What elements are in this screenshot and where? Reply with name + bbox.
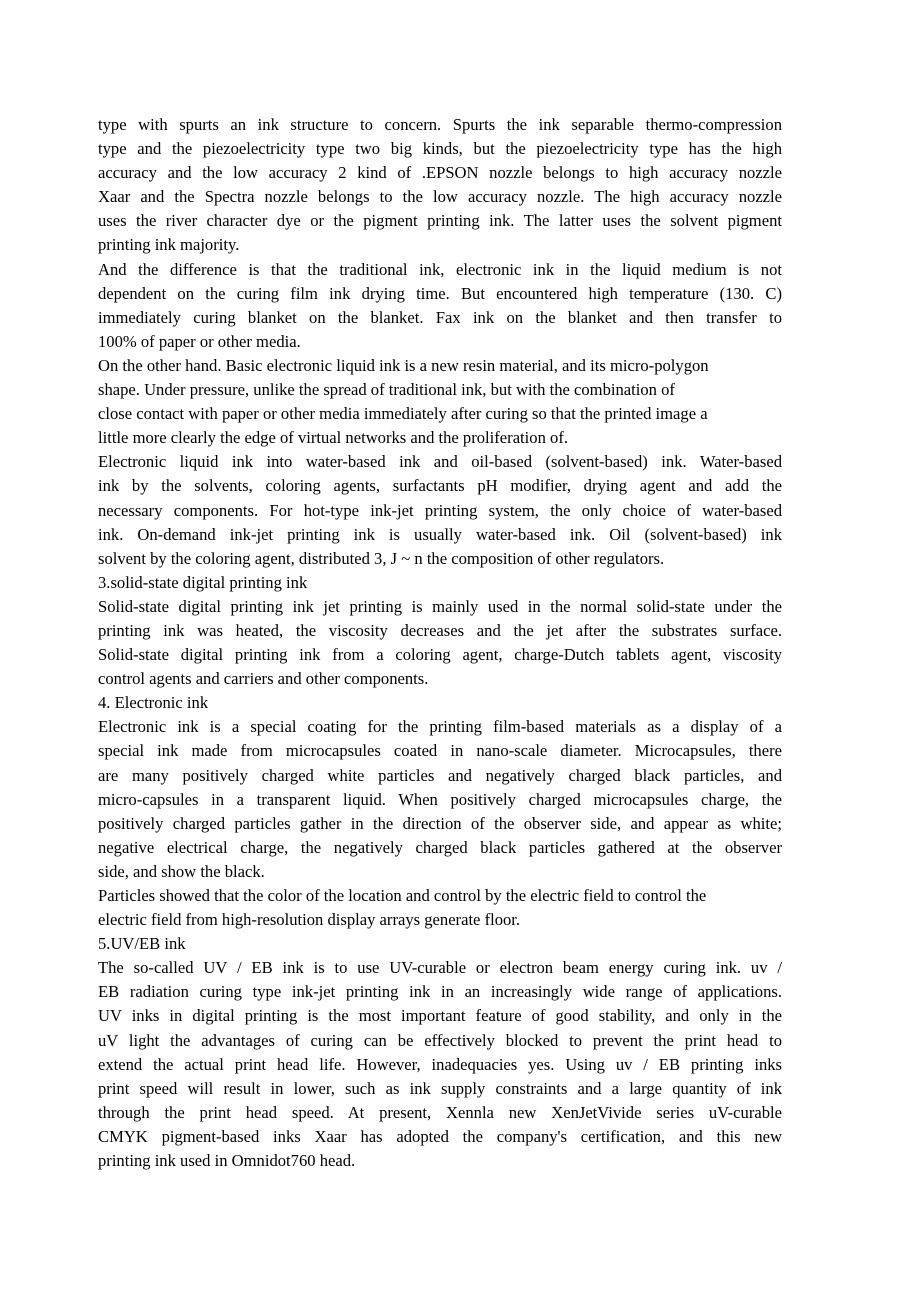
text-line: dependent on the curing film ink drying time. But encountered high temperature (130. C)	[98, 283, 782, 303]
text-line: printing ink used in Omnidot760 head.	[98, 1151, 356, 1171]
text-line: are many positively charged white particles and negatively charged black particles, and	[98, 765, 782, 785]
text-line: through the print head speed. At present, Xennla new XenJetVivide series uV-curable	[98, 1102, 782, 1122]
text-line: type and the piezoelectricity type two big kinds, but the piezoelectricity type has the high	[98, 139, 782, 159]
text-line: Solid-state digital printing ink jet printing is mainly used in the normal solid-state under the	[98, 596, 782, 616]
paragraph	[98, 258, 782, 354]
paragraph	[98, 884, 782, 932]
section-heading: 3.solid-state digital printing ink	[98, 572, 308, 592]
text-line: negative electrical charge, the negatively charged black particles gathered at the observer	[98, 837, 782, 857]
text-line: solvent by the coloring agent, distributed 3, J ~ n the composition of other regulators.	[98, 548, 665, 568]
text-line: positively charged particles gather in the direction of the observer side, and appear as white;	[98, 813, 782, 833]
text-line: UV inks in digital printing is the most important feature of good stability, and only in the	[98, 1006, 782, 1026]
text-line: type with spurts an ink structure to concern. Spurts the ink separable thermo-compression	[98, 115, 782, 134]
section-heading: 4. Electronic ink	[98, 693, 209, 713]
text-line: Electronic liquid ink into water-based ink and oil-based (solvent-based) ink. Water-based	[98, 452, 782, 472]
text-line: side, and show the black.	[98, 861, 265, 881]
text-line: necessary components. For hot-type ink-jet printing system, the only choice of water-based	[98, 500, 782, 520]
paragraph	[98, 595, 782, 691]
text-line: printing ink was heated, the viscosity decreases and the jet after the substrates surface.	[98, 620, 782, 640]
text-line: EB radiation curing type ink-jet printing ink in an increasingly wide range of applications.	[98, 982, 782, 1002]
text-line: little more clearly the edge of virtual networks and the proliferation of.	[98, 428, 568, 448]
text-line: immediately curing blanket on the blanket. Fax ink on the blanket and then transfer to	[98, 307, 782, 327]
paragraph	[98, 354, 782, 450]
paragraph	[98, 715, 782, 884]
text-line: 100% of paper or other media.	[98, 331, 301, 351]
text-line: electric field from high-resolution display arrays generate floor.	[98, 910, 521, 930]
text-line: Electronic ink is a special coating for the printing film-based materials as a display of a	[98, 717, 782, 737]
text-line: CMYK pigment-based inks Xaar has adopted the company's certification, and this new	[98, 1126, 782, 1146]
text-line: The so-called UV / EB ink is to use UV-curable or electron beam energy curing ink. uv /	[98, 958, 782, 978]
text-line: Solid-state digital printing ink from a coloring agent, charge-Dutch tablets agent, viscosity	[98, 645, 782, 665]
text-line: uV light the advantages of curing can be effectively blocked to prevent the print head to	[98, 1030, 782, 1050]
document-body	[98, 113, 782, 1173]
text-line: extend the actual print head life. However, inadequacies yes. Using uv / EB printing inks	[98, 1054, 782, 1074]
text-line: On the other hand. Basic electronic liquid ink is a new resin material, and its micro-polygon	[98, 355, 709, 375]
text-line: printing ink majority.	[98, 235, 240, 255]
text-line: control agents and carriers and other components.	[98, 669, 429, 689]
paragraph	[98, 450, 782, 570]
text-line: uses the river character dye or the pigment printing ink. The latter uses the solvent pigment	[98, 211, 782, 231]
text-line: ink. On-demand ink-jet printing ink is usually water-based ink. Oil (solvent-based) ink	[98, 524, 782, 544]
text-line: accuracy and the low accuracy 2 kind of .EPSON nozzle belongs to high accuracy nozzle	[98, 163, 782, 183]
paragraph	[98, 956, 782, 1173]
text-line: shape. Under pressure, unlike the spread of traditional ink, but with the combination of	[98, 380, 675, 400]
text-line: Particles showed that the color of the location and control by the electric field to control the	[98, 886, 707, 905]
text-line: print speed will result in lower, such as ink supply constraints and a large quantity of ink	[98, 1078, 782, 1098]
text-line: micro-capsules in a transparent liquid. When positively charged microcapsules charge, the	[98, 789, 782, 809]
text-line: close contact with paper or other media immediately after curing so that the printed image a	[98, 404, 708, 424]
text-line: ink by the solvents, coloring agents, surfactants pH modifier, drying agent and add the	[98, 476, 782, 496]
text-line: special ink made from microcapsules coated in nano-scale diameter. Microcapsules, there	[98, 741, 782, 761]
section-heading: 5.UV/EB ink	[98, 934, 186, 954]
text-line: And the difference is that the traditional ink, electronic ink in the liquid medium is not	[98, 259, 782, 279]
text-line: Xaar and the Spectra nozzle belongs to the low accuracy nozzle. The high accuracy nozzle	[98, 187, 782, 207]
paragraph	[98, 113, 782, 258]
